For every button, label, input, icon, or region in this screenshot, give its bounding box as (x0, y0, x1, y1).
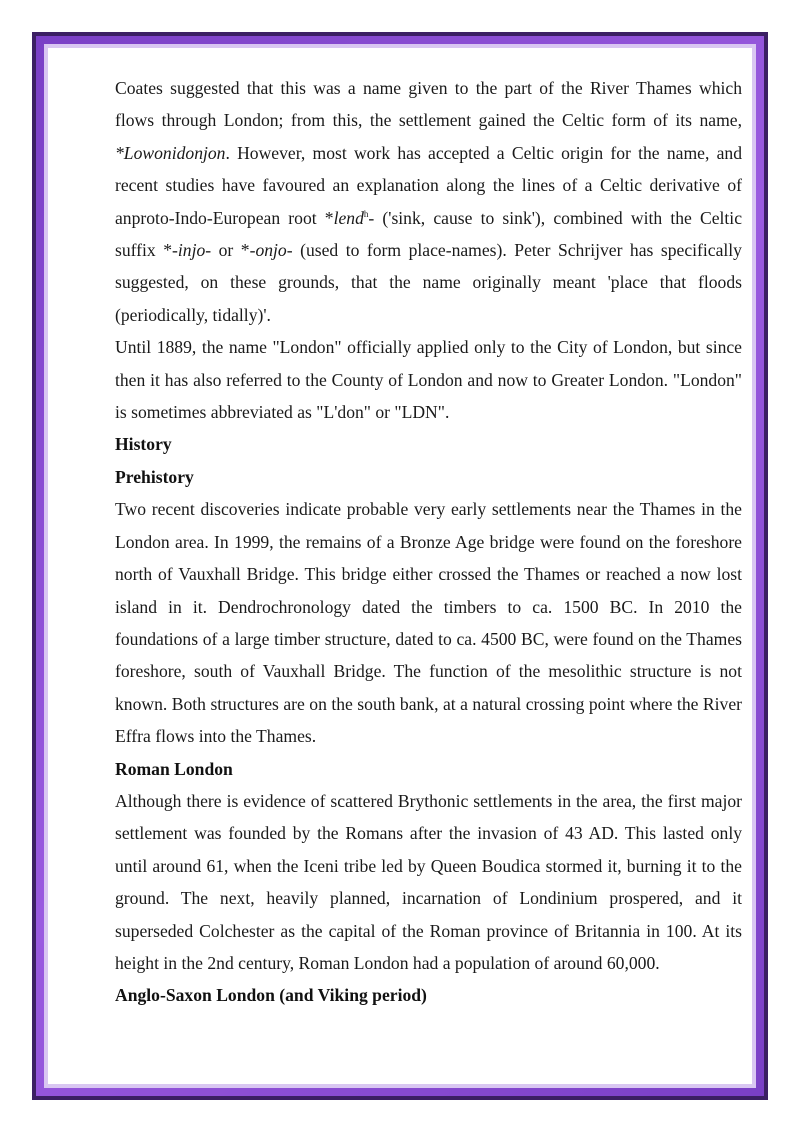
superscript: h (363, 208, 369, 219)
italic-term: injo (177, 240, 206, 261)
text-run: - or *- (205, 240, 256, 261)
text-run: Coates suggested that this was a name given to the part of the River Thames which flows through London; from this, the settlement gained the Celtic form of its name, (115, 78, 742, 131)
heading-anglo-saxon: Anglo-Saxon London (and Viking period) (115, 985, 427, 1006)
document-body (115, 72, 742, 1012)
text-run: . However, most work has accepted a Celtic origin for the name, and recent studies have favoured an explanation along the lines of a Celtic derivative of anproto-Indo-European root * (115, 142, 742, 228)
text-run: - (used to form place-names). Peter Schrijver has specifically suggested, on these grounds, that the name originally meant 'place that floods (periodically, tidally)'. (115, 240, 742, 325)
paragraph-roman-london: Although there is evidence of scattered Brythonic settlements in the area, the first major settlement was founded by the Romans after the invasion of 43 AD. This lasted only until around 61, when the Iceni tribe led by Queen Boudica stormed it, burning it to the ground. The next, heavily planned, incarnation of Londinium prospered, and it superseded Colchester as the capital of the Roman province of Britannia in 100. At its height in the 2nd century, Roman London had a population of around 60,000. (115, 790, 742, 973)
paragraph-name-usage: Until 1889, the name "London" officially applied only to the City of London, but since then it has also referred to the County of London and now to Greater London. "London" is sometimes abbreviated as "L'don" or "LDN". (115, 337, 742, 423)
paragraph-etymology (115, 72, 742, 331)
heading-prehistory: Prehistory (115, 466, 194, 487)
heading-roman-london: Roman London (115, 758, 233, 779)
italic-term: lend (333, 207, 364, 228)
italic-term: *Lowonidonjon (115, 142, 226, 163)
italic-term: onjo (255, 240, 287, 261)
paragraph-prehistory: Two recent discoveries indicate probable very early settlements near the Thames in the London area. In 1999, the remains of a Bronze Age bridge were found on the foreshore north of Vauxhall Bridge. This bridge either crossed the Thames or reached a now lost island in it. Dendrochronology dated the timbers to ca. 1500 BC. In 2010 the foundations of a large timber structure, dated to ca. 4500 BC, were found on the Thames foreshore, south of Vauxhall Bridge. The function of the mesolithic structure is not known. Both structures are on the south bank, at a natural crossing point where the River Effra flows into the Thames. (115, 499, 742, 747)
heading-history: History (115, 434, 172, 455)
text-run: - ('sink, cause to sink'), combined with the Celtic suffix *- (115, 207, 742, 261)
